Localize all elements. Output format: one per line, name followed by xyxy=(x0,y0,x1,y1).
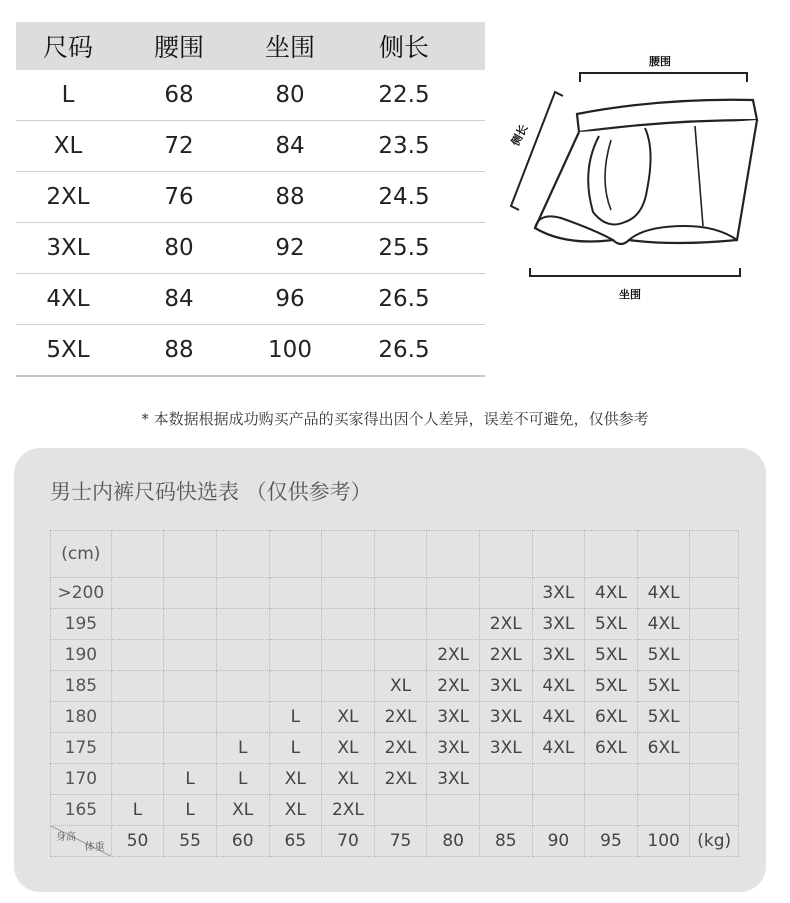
grid-cell: 3XL xyxy=(479,733,532,764)
table-row xyxy=(51,578,739,609)
table-row xyxy=(16,172,485,223)
grid-cell: 4XL xyxy=(532,671,585,702)
weight-label: 85 xyxy=(479,826,532,857)
cell-size: 3XL xyxy=(46,235,90,261)
grid-cell xyxy=(164,609,217,640)
grid-cell: XL xyxy=(269,764,322,795)
grid-cell: 4XL xyxy=(532,733,585,764)
grid-cell: 2XL xyxy=(479,640,532,671)
table-row xyxy=(16,121,485,172)
grid-cell xyxy=(111,578,164,609)
cell-size: 2XL xyxy=(46,184,90,210)
grid-cell xyxy=(269,578,322,609)
cell-size: L xyxy=(61,82,75,108)
weight-label: 55 xyxy=(164,826,217,857)
cell-size: 5XL xyxy=(46,337,90,363)
corner-height-label: 身高 xyxy=(56,832,76,843)
grid-cell xyxy=(374,795,427,826)
cell-hip: 100 xyxy=(268,337,312,363)
grid-cell xyxy=(216,609,269,640)
grid-cell xyxy=(479,578,532,609)
grid-cell xyxy=(637,764,690,795)
grid-cell xyxy=(479,764,532,795)
cell-hip: 88 xyxy=(275,184,305,210)
cell-waist: 68 xyxy=(164,82,194,108)
grid-cell: 3XL xyxy=(479,702,532,733)
grid-cell xyxy=(427,795,480,826)
grid-cell: XL xyxy=(374,671,427,702)
grid-cell: 2XL xyxy=(374,733,427,764)
grid-cell: 2XL xyxy=(322,795,375,826)
disclaimer-note: * 本数据根据成功购买产品的买家得出因个人差异，误差不可避免，仅供参考 xyxy=(141,410,649,428)
cell-side-length: 23.5 xyxy=(378,133,430,159)
cell-waist: 80 xyxy=(164,235,194,261)
grid-cell: XL xyxy=(216,795,269,826)
grid-cell xyxy=(216,578,269,609)
grid-cell: 4XL xyxy=(637,609,690,640)
grid-cell xyxy=(690,578,739,609)
weight-row xyxy=(51,826,739,857)
header-size: 尺码 xyxy=(42,33,93,62)
grid-cell xyxy=(532,764,585,795)
grid-cell xyxy=(585,795,638,826)
grid-cell xyxy=(111,671,164,702)
grid-cell: 5XL xyxy=(585,640,638,671)
grid-cell: 2XL xyxy=(479,609,532,640)
grid-cell: 4XL xyxy=(585,578,638,609)
cell-hip: 84 xyxy=(275,133,305,159)
grid-cell: 3XL xyxy=(427,702,480,733)
weight-label: 70 xyxy=(322,826,375,857)
table-row xyxy=(16,223,485,274)
waist-label: 腰围 xyxy=(649,55,671,68)
grid-cell xyxy=(479,795,532,826)
grid-cell: 5XL xyxy=(637,640,690,671)
cell-side-length: 25.5 xyxy=(378,235,430,261)
table-row xyxy=(16,274,485,325)
weight-label: 90 xyxy=(532,826,585,857)
grid-cell: 5XL xyxy=(637,702,690,733)
grid-cell: L xyxy=(269,733,322,764)
cell-hip: 96 xyxy=(275,286,305,312)
grid-cell: L xyxy=(164,795,217,826)
size-table xyxy=(16,22,485,377)
grid-cell xyxy=(111,733,164,764)
grid-cell xyxy=(690,795,739,826)
weight-label: 65 xyxy=(269,826,322,857)
grid-cell xyxy=(690,733,739,764)
grid-cell xyxy=(164,578,217,609)
grid-cell: 5XL xyxy=(637,671,690,702)
height-unit: (cm) xyxy=(51,531,112,578)
height-label: 170 xyxy=(51,764,112,795)
grid-cell: 6XL xyxy=(637,733,690,764)
grid-cell xyxy=(269,640,322,671)
header-hip: 坐围 xyxy=(264,33,315,62)
grid-cell xyxy=(216,671,269,702)
grid-cell xyxy=(322,640,375,671)
cell-hip: 80 xyxy=(275,82,305,108)
grid-cell xyxy=(427,609,480,640)
cell-size: 4XL xyxy=(46,286,90,312)
cell-side-length: 24.5 xyxy=(378,184,430,210)
height-label: 185 xyxy=(51,671,112,702)
weight-label: 100 xyxy=(637,826,690,857)
cell-waist: 72 xyxy=(164,133,194,159)
table-row xyxy=(51,609,739,640)
side-length-label: 侧长 xyxy=(508,122,531,149)
header-waist: 腰围 xyxy=(153,33,204,62)
height-label: 165 xyxy=(51,795,112,826)
measurement-diagram xyxy=(495,40,775,310)
grid-cell: XL xyxy=(322,702,375,733)
quick-select-panel xyxy=(14,448,766,892)
panel-title: 男士内裤尺码快选表 （仅供参考） xyxy=(50,480,372,504)
table-row xyxy=(51,671,739,702)
weight-label: 80 xyxy=(427,826,480,857)
corner-cell xyxy=(51,826,112,857)
cell-side-length: 26.5 xyxy=(378,337,430,363)
size-grid xyxy=(50,530,739,857)
grid-cell xyxy=(164,640,217,671)
grid-cell: 3XL xyxy=(532,609,585,640)
grid-cell xyxy=(374,578,427,609)
grid-cell: L xyxy=(111,795,164,826)
grid-cell xyxy=(322,671,375,702)
cell-waist: 88 xyxy=(164,337,194,363)
grid-cell xyxy=(690,671,739,702)
grid-cell xyxy=(111,702,164,733)
weight-label: 75 xyxy=(374,826,427,857)
height-label: 190 xyxy=(51,640,112,671)
grid-cell: 3XL xyxy=(427,733,480,764)
boxer-briefs-illustration xyxy=(495,40,775,310)
grid-cell xyxy=(690,764,739,795)
grid-cell xyxy=(690,609,739,640)
header-side-length: 侧长 xyxy=(378,33,429,62)
weight-label: 60 xyxy=(216,826,269,857)
height-label: 180 xyxy=(51,702,112,733)
grid-cell: 5XL xyxy=(585,671,638,702)
grid-cell: XL xyxy=(322,733,375,764)
table-row xyxy=(51,702,739,733)
grid-cell xyxy=(374,609,427,640)
cell-side-length: 26.5 xyxy=(378,286,430,312)
grid-cell xyxy=(269,671,322,702)
grid-cell xyxy=(532,795,585,826)
grid-cell: 3XL xyxy=(479,671,532,702)
grid-cell: L xyxy=(216,733,269,764)
height-label: 195 xyxy=(51,609,112,640)
grid-cell xyxy=(690,640,739,671)
grid-cell xyxy=(216,702,269,733)
grid-cell xyxy=(164,702,217,733)
hip-label: 坐围 xyxy=(619,288,641,301)
grid-cell: XL xyxy=(269,795,322,826)
grid-cell: 2XL xyxy=(374,702,427,733)
grid-cell xyxy=(690,702,739,733)
grid-cell: XL xyxy=(322,764,375,795)
grid-cell xyxy=(427,578,480,609)
table-row xyxy=(51,795,739,826)
grid-cell xyxy=(164,671,217,702)
weight-label: 95 xyxy=(585,826,638,857)
grid-cell: 3XL xyxy=(532,640,585,671)
grid-cell: 3XL xyxy=(427,764,480,795)
corner-weight-label: 体重 xyxy=(84,842,105,853)
grid-cell: 2XL xyxy=(374,764,427,795)
grid-cell: 4XL xyxy=(532,702,585,733)
grid-cell xyxy=(322,609,375,640)
grid-cell: 6XL xyxy=(585,702,638,733)
grid-cell: L xyxy=(164,764,217,795)
grid-cell xyxy=(374,640,427,671)
cell-waist: 84 xyxy=(164,286,194,312)
table-row xyxy=(51,764,739,795)
height-label: >200 xyxy=(51,578,112,609)
grid-cell: L xyxy=(269,702,322,733)
grid-cell: 2XL xyxy=(427,671,480,702)
grid-cell xyxy=(164,733,217,764)
grid-cell xyxy=(216,640,269,671)
grid-cell xyxy=(322,578,375,609)
grid-cell: 5XL xyxy=(585,609,638,640)
grid-cell xyxy=(111,609,164,640)
grid-cell: 4XL xyxy=(637,578,690,609)
grid-header-row xyxy=(51,531,739,578)
grid-cell xyxy=(585,764,638,795)
weight-unit: (kg) xyxy=(690,826,739,857)
cell-side-length: 22.5 xyxy=(378,82,430,108)
table-row xyxy=(16,70,485,121)
grid-cell xyxy=(111,640,164,671)
grid-cell: 3XL xyxy=(532,578,585,609)
weight-label: 50 xyxy=(111,826,164,857)
grid-cell: L xyxy=(216,764,269,795)
table-row xyxy=(51,640,739,671)
grid-cell xyxy=(637,795,690,826)
grid-cell xyxy=(269,609,322,640)
grid-cell: 6XL xyxy=(585,733,638,764)
grid-cell: 2XL xyxy=(427,640,480,671)
cell-waist: 76 xyxy=(164,184,194,210)
size-table-header xyxy=(16,22,485,70)
table-row xyxy=(16,325,485,377)
height-label: 175 xyxy=(51,733,112,764)
table-row xyxy=(51,733,739,764)
grid-cell xyxy=(111,764,164,795)
cell-hip: 92 xyxy=(275,235,305,261)
cell-size: XL xyxy=(53,133,83,159)
